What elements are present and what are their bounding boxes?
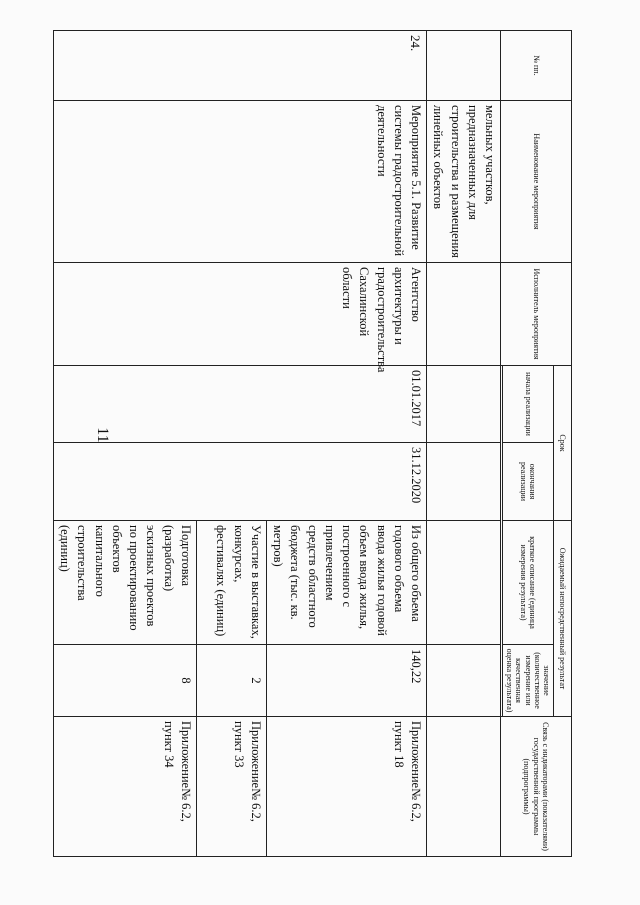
header-result-value: значение (количественное измерение или качественная оценка результата) xyxy=(503,645,554,717)
cell-link: Приложение№ 6.2, пункт 34 xyxy=(53,717,196,857)
cell-start: 01.01.2017 xyxy=(53,366,426,443)
cell-end: 31.12.2020 xyxy=(53,443,426,521)
cell-result-desc: Из общего объема годового объема ввода жилья годовой объем ввода жилья, построенного с привлечением средств областного бюджета (тыс. кв. метров) xyxy=(266,521,426,645)
header-name: Наименование мероприятия xyxy=(501,101,572,263)
rotated-table-container xyxy=(58,30,572,856)
cell-result-desc xyxy=(427,521,501,645)
cell-executor xyxy=(427,263,501,366)
cell-result-value: 8 xyxy=(53,645,196,717)
page-number: 11 xyxy=(94,427,111,443)
header-executor: Исполнитель мероприятия xyxy=(501,263,572,366)
cell-result-desc: Участие в выставках, конкурсах, фестивалях (единиц) xyxy=(196,521,266,645)
cell-name: мельных участков, предназначенных для строительства и размещения линейных объектов xyxy=(427,101,501,263)
cell-result-value: 2 xyxy=(196,645,266,717)
cell-link xyxy=(427,717,501,857)
header-term-end: окончания реализации xyxy=(503,443,554,521)
cell-name: Мероприятие 5.1. Развитие системы градостроительной деятельности xyxy=(53,101,426,263)
cell-executor: Агентство архитектуры и градостроительства Сахалинской области xyxy=(53,263,426,366)
header-result-desc: краткое описание (единица измерения результата) xyxy=(503,521,554,645)
header-result: Ожидаемый непосредственный результат xyxy=(554,521,572,717)
cell-link: Приложение№ 6.2, пункт 18 xyxy=(266,717,426,857)
cell-result-desc: Подготовка (разработка) эскизных проектов по проектированию объектов капитального строительства (единиц) xyxy=(53,521,196,645)
table-row xyxy=(427,31,501,857)
measures-table xyxy=(53,30,572,857)
cell-result-value xyxy=(427,645,501,717)
header-term-start: начала реализации xyxy=(503,366,554,443)
header-term: Срок xyxy=(554,366,572,521)
cell-no: 24. xyxy=(53,31,426,101)
cell-result-value: 140,22 xyxy=(266,645,426,717)
cell-link: Приложение№ 6.2, пункт 33 xyxy=(196,717,266,857)
cell-no xyxy=(427,31,501,101)
table-row xyxy=(266,31,426,857)
cell-start xyxy=(427,366,501,443)
header-no: № пп. xyxy=(501,31,572,101)
header-link: Связь с индикаторами (показателями) государственной программы (подпрограммы) xyxy=(501,717,572,857)
cell-end xyxy=(427,443,501,521)
